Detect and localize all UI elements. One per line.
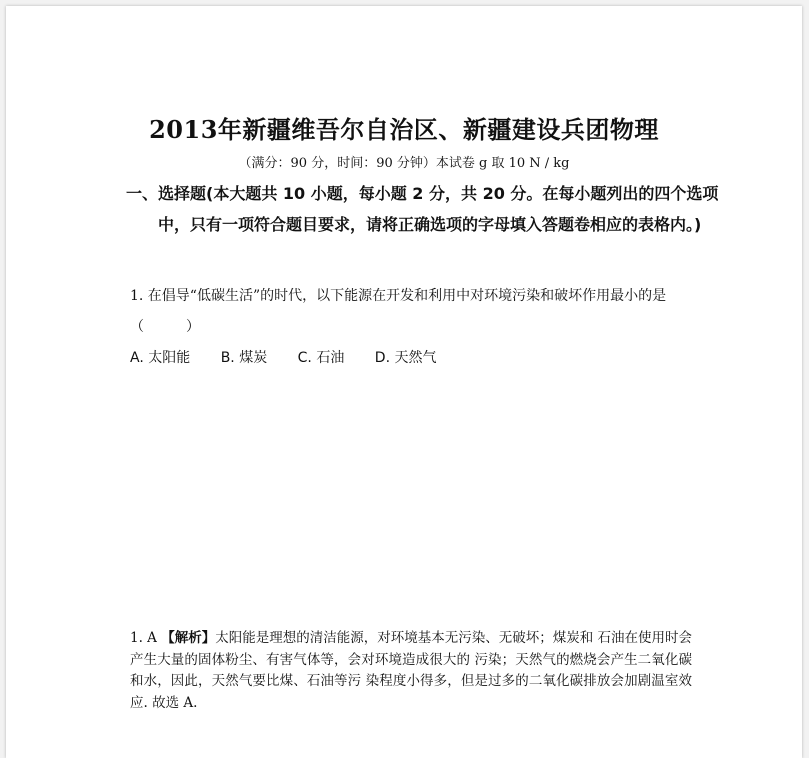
question-1-analysis [130,628,692,714]
option-d-letter: D. [374,350,391,366]
option-c-letter: C. [297,350,312,366]
option-c [298,347,345,367]
option-b-letter: B. [220,350,235,366]
option-b-text: 煤炭 [239,350,268,366]
question-1-answer-paren: （ ） [130,319,200,335]
option-a-letter: A. [130,350,144,366]
section-heading: 一、选择题(本大题共 10 小题，每小题 2 分，共 20 分。在每小题列出的四个选项中，只有一项符合题目要求，请将正确选项的字母填入答题卷相应的表格内。) [126,184,719,234]
option-a [130,347,190,367]
option-d [375,347,437,367]
analysis-prefix: 1. A [130,630,162,646]
option-c-text: 石油 [316,350,345,366]
analysis-body: 太阳能是理想的清洁能源，对环境基本无污染、无破坏；煤炭和 石油在使用时会产生大量的固体粉尘、有害气体等，会对环境造成很大的 污染；天然气的燃烧会产生二氧化碳和水，因此，天然气要比煤、石油等污 染程度小得多，但是过多的二氧化碳排放会加剧温室效应. 故选 A. [130,630,693,711]
document-page [6,6,802,758]
option-d-text: 天然气 [394,350,437,366]
document-subtitle: （满分：90 分，时间：90 分钟）本试卷 g 取 10 N / kg [238,156,570,171]
question-1-stem: 1. 在倡导“低碳生活”的时代，以下能源在开发和利用中对环境污染和破坏作用最小的是 [130,288,667,304]
option-a-text: 太阳能 [148,350,191,366]
option-b [221,347,268,367]
question-1-options [130,347,462,367]
document-title: 2013年新疆维吾尔自治区、新疆建设兵团物理 [149,115,659,144]
analysis-tag: 【解析】 [161,630,216,646]
